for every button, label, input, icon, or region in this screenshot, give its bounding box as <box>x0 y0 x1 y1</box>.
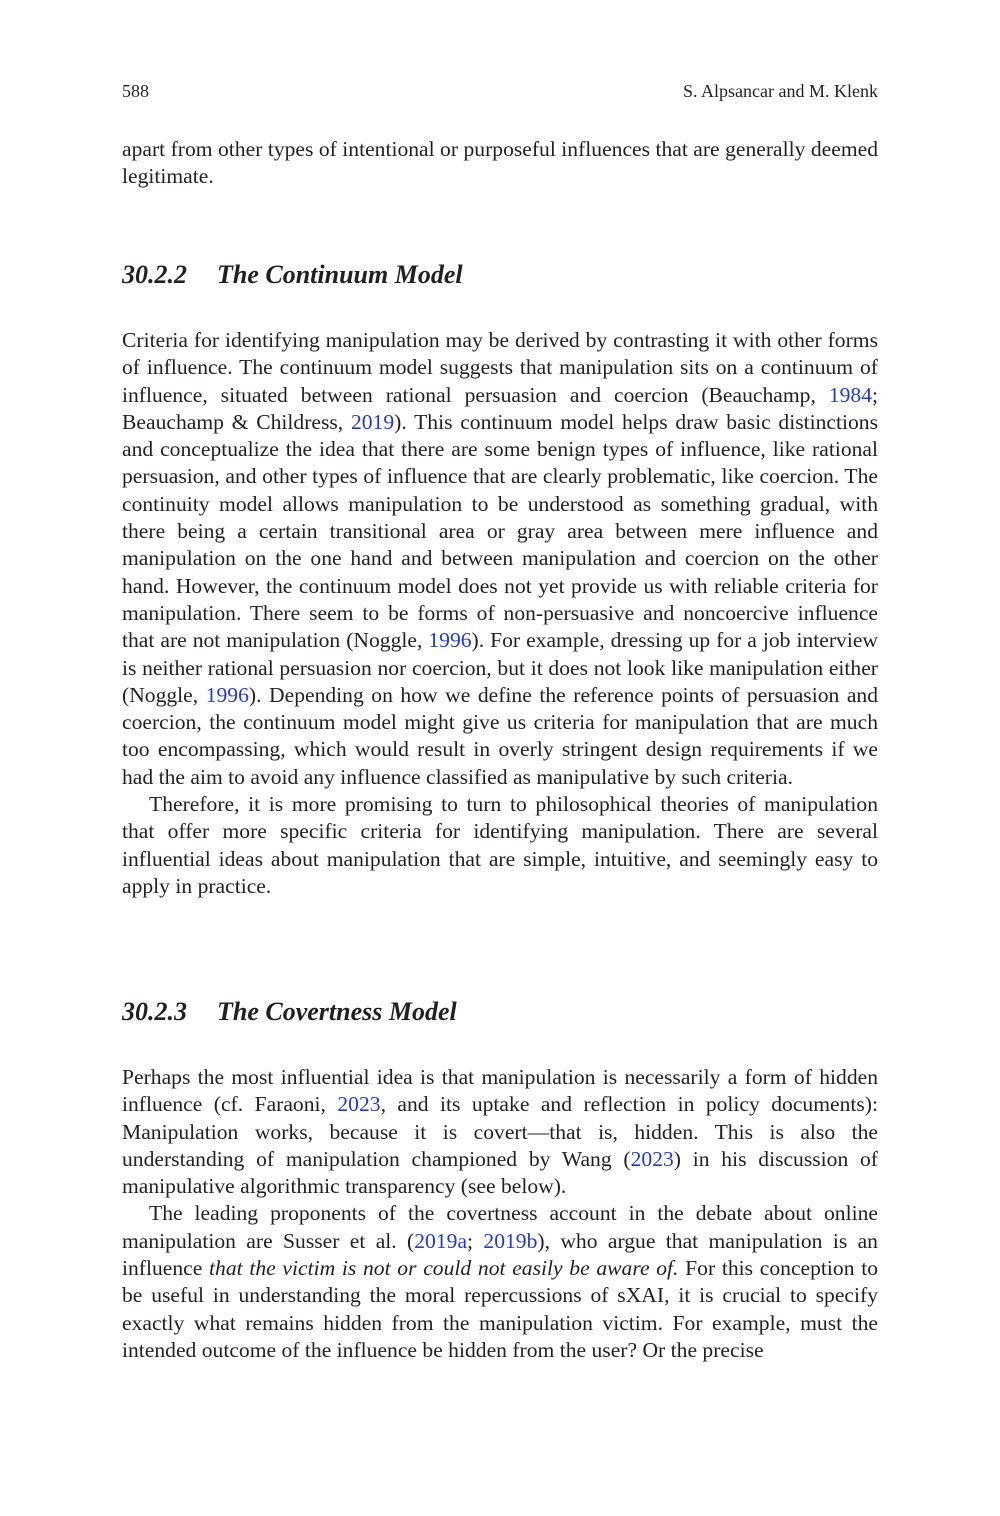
paragraph: Therefore, it is more promising to turn to philosophical theories of manipulation that offer more specific criteria for identifying manipulation. There are several influential ideas about manipulation that are simple, intuitive, and seemingly easy to apply in practice. <box>122 792 878 898</box>
paragraph <box>122 327 878 791</box>
paragraph <box>122 1064 878 1200</box>
text-run: ). Depending on how we define the reference points of persuasion and coercion, the continuum model might give us criteria for manipulation that are much too encompassing, which would result in overly stringent design requirements if we had the aim to avoid any influence classified as manipulative by such criteria. <box>122 682 878 789</box>
continuum-model-body <box>122 327 878 900</box>
citation-link[interactable]: 2019 <box>350 409 395 434</box>
running-head-authors: S. Alpsancar and M. Klenk <box>683 81 878 101</box>
section-number: 30.2.2 <box>122 260 187 289</box>
section-heading-continuum-model <box>122 259 878 291</box>
citation-link[interactable]: 1996 <box>428 628 472 653</box>
text-run: ). For example, dressing up for a job interview is neither rational persuasion nor coercion, but it does not look like manipulation either (Noggle, <box>122 628 878 707</box>
intro-continuation-paragraph <box>122 136 878 191</box>
emphasis-text: that the victim is not or could not easily be aware of. <box>209 1256 679 1281</box>
text-run: Criteria for identifying manipulation may be derived by contrasting it with other forms of influence. The continuum model suggests that manipulation sits on a continuum of influence, situated between rational persuasion and coercion (Beauchamp, <box>122 328 878 407</box>
text-run: ). This continuum model helps draw basic distinctions and conceptualize the idea that there are some benign types of influence, like rational persuasion, and other types of influence that are clearly problematic, like coercion. The continuity model allows manipulation to be understood as something gradual, with there being a certain transitional area or gray area between mere influence and manipulation on the one hand and between manipulation and coercion on the other hand. However, the continuum model does not yet provide us with reliable criteria for manipulation. There seem to be forms of non-persuasive and noncoercive influence that are not manipulation (Noggle, <box>122 409 878 653</box>
section-heading-covertness-model <box>122 996 878 1028</box>
citation-link[interactable]: 1996 <box>205 682 249 707</box>
text-run: The leading proponents of the covertness account in the debate about online manipulation are Susser et al. ( <box>122 1201 878 1253</box>
page-number: 588 <box>122 81 149 101</box>
citation-link[interactable]: 2019b <box>483 1228 538 1253</box>
text-run: Perhaps the most influential idea is that manipulation is necessarily a form of hidden influence (cf. Faraoni, <box>122 1065 878 1117</box>
text-run: ), who argue that manipulation is an influence <box>122 1228 878 1281</box>
paragraph-text: apart from other types of intentional or purposeful influences that are generally deemed legitimate. <box>122 137 878 189</box>
text-run: ; <box>467 1228 484 1253</box>
section-title: The Covertness Model <box>217 997 457 1026</box>
section-title: The Continuum Model <box>217 260 463 289</box>
citation-link[interactable]: 2019a <box>414 1228 468 1253</box>
section-number: 30.2.3 <box>122 997 187 1026</box>
citation-link[interactable]: 1984 <box>828 382 872 407</box>
text-run: , and its uptake and reflection in policy documents): Manipulation works, because it is covert—that is, hidden. This is also the understanding of manipulation championed by Wang ( <box>122 1092 878 1171</box>
citation-link[interactable]: 2023 <box>630 1146 674 1171</box>
paragraph <box>122 1200 878 1364</box>
citation-link[interactable]: 2023 <box>337 1092 381 1117</box>
text-run: ; Beauchamp & Childress, <box>122 382 878 434</box>
covertness-model-body <box>122 1064 878 1364</box>
running-head <box>122 79 878 103</box>
text-run: For this conception to be useful in understanding the moral repercussions of sXAI, it is crucial to specify exactly what remains hidden from the manipulation victim. For example, must the intended outcome of the influence be hidden from the user? Or the precise <box>122 1256 879 1362</box>
text-run: ) in his discussion of manipulative algorithmic transparency (see below). <box>122 1146 878 1199</box>
